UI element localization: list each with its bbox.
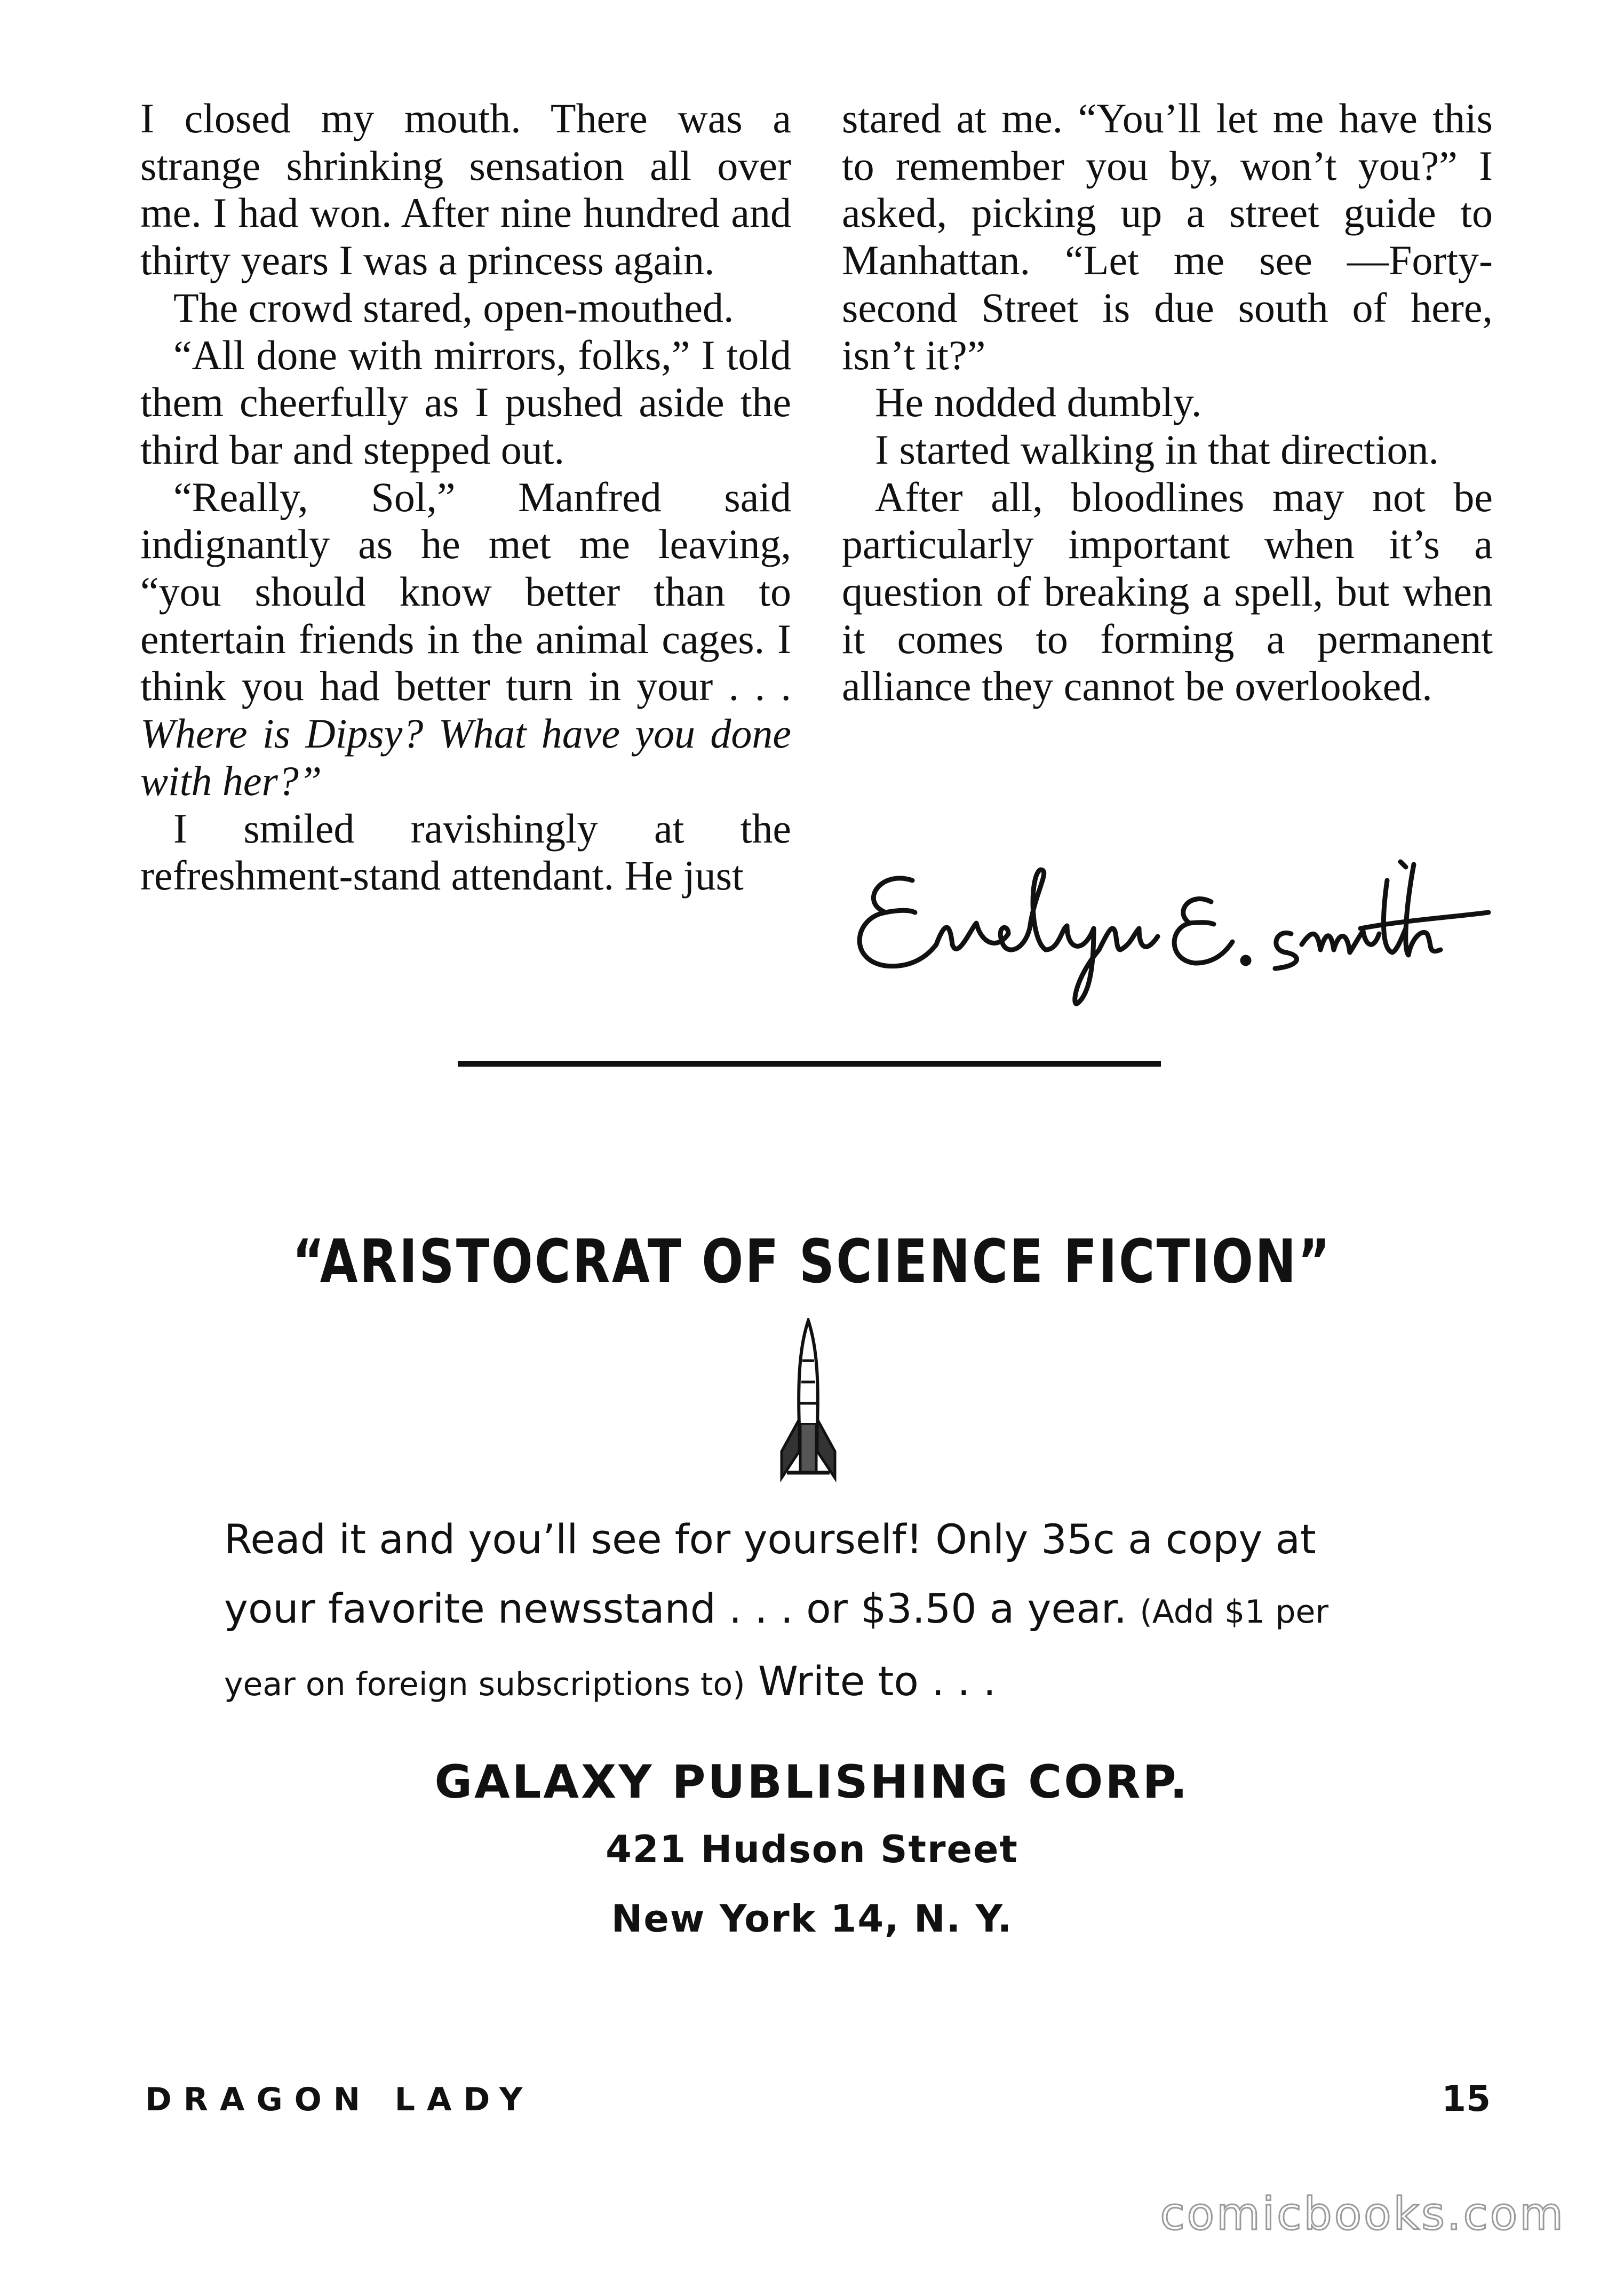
story-right-column (842, 95, 1493, 710)
ad-body (224, 1505, 1419, 1719)
paragraph: stared at me. “You’ll let me have this to remember you by, won’t you?” I asked, picking up a street guide to Manhattan. “Let me see —Forty-second Street is due south of here, isn’t it?” (842, 95, 1493, 378)
running-footer-title: DRAGON LADY (145, 2081, 535, 2118)
publisher-address-city: New York 14, N. Y. (611, 1897, 1013, 1941)
ad-line: Read it and you’ll see for yourself! Only 35c a copy at (224, 1515, 1316, 1563)
ad-line (224, 1647, 1419, 1719)
section-divider (458, 1061, 1161, 1067)
ad-line-text-small: year on foreign subscriptions to) (224, 1666, 745, 1703)
italic-text: Where is Dipsy? What have you done with her?” (140, 710, 791, 804)
paragraph: “All done with mirrors, folks,” I told them cheerfully as I pushed aside the third bar and stepped out. (140, 331, 791, 473)
ad-line-text: your favorite newsstand . . . or $3.50 a year. (224, 1585, 1127, 1632)
page-number: 15 (1442, 2078, 1491, 2119)
paragraph: The crowd stared, open-mouthed. (173, 284, 734, 331)
rocket-icon (768, 1318, 848, 1489)
ad-headline: “ARISTOCRAT OF SCIENCE FICTION” (292, 1227, 1332, 1297)
publisher-name: GALAXY PUBLISHING CORP. (434, 1755, 1190, 1809)
paragraph: I started walking in that direction. (875, 426, 1439, 473)
publisher-address-street: 421 Hudson Street (606, 1828, 1018, 1871)
watermark: comicbooks.com (1160, 2188, 1565, 2240)
ad-line (224, 1574, 1419, 1647)
author-signature (848, 822, 1494, 1014)
ad-line-text-small: (Add $1 per (1140, 1593, 1329, 1631)
story-left-column (140, 95, 791, 900)
paragraph: I closed my mouth. There was a strange shrinking sensation all over me. I had won. After nine hundred and thirty years I was a princess again. (140, 95, 791, 284)
paragraph: He nodded dumbly. (875, 379, 1202, 426)
paragraph (140, 474, 791, 805)
paragraph: I smiled ravishingly at the refreshment-stand attendant. He just (140, 805, 791, 899)
paragraph-text: “Really, Sol,” Manfred said indignantly as he met me leaving, “you should know better than to entertain friends in the animal cages. I think you had better turn in your . . . (140, 473, 791, 710)
paragraph: After all, bloodlines may not be particularly important when it’s a question of breaking a spell, but when it comes to forming a permanent alliance they cannot be overlooked. (842, 473, 1493, 710)
ad-line-text: Write to . . . (758, 1657, 996, 1705)
